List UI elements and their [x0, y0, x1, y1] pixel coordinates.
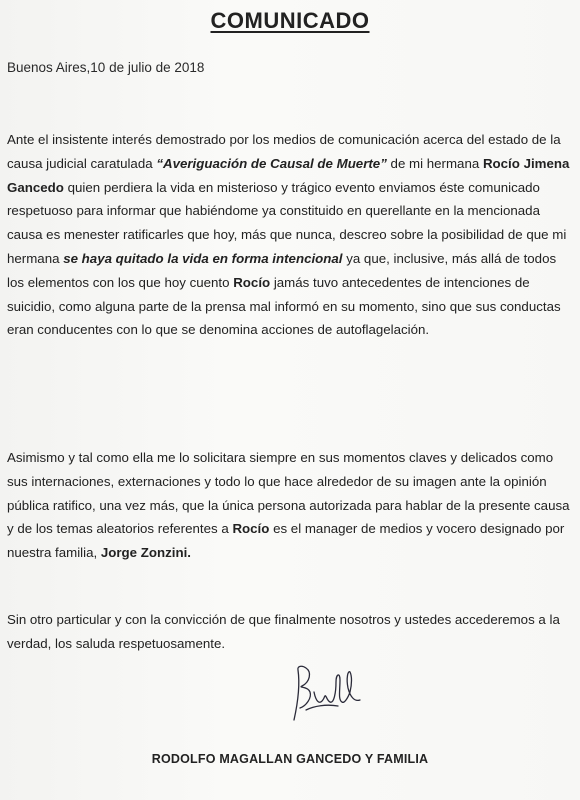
person-name: Rocío Jimena Gancedo — [7, 155, 570, 195]
emphasis-text: se haya quitado la vida en forma intencional — [63, 250, 343, 266]
signer-name: RODOLFO MAGALLAN GANCEDO Y FAMILIA — [151, 752, 429, 766]
paragraph-2-text-a: Asimismo y tal como ella me lo solicitara siempre en sus momentos claves y delicados como sus internaciones, externaciones y todo lo que hace alrededor de su imagen ante la opinión pública ratifico, una vez más, que la única persona autorizada para hablar de la presente causa y de los temas aleatorios referentes a — [7, 450, 570, 537]
paragraph-3 — [7, 608, 573, 656]
document-title: COMUNICADO — [210, 8, 370, 33]
paragraph-1-text-e: jamás tuvo antecedentes de intenciones de suicidio, como alguna parte de la prensa mal informó en su momento, sino que sus conductas eran conducentes con lo que se denomina acciones de autoflagelación. — [7, 274, 561, 338]
handwritten-signature — [280, 662, 380, 724]
closing-text: Sin otro particular y con la convicción de que finalmente nosotros y ustedes accederemos a la verdad, los saluda respetuosamente. — [7, 612, 560, 651]
case-name: “Averiguación de Causal de Muerte” — [156, 155, 387, 171]
paragraph-1-text-c: quien perdiera la vida en misterioso y trágico evento enviamos éste comunicado respetuoso para informar que habiéndome ya constituido en querellante en la mencionada causa es menester ratificarles que hoy, más que nunca, descreo sobre la posibilidad de que mi hermana — [7, 179, 567, 266]
person-first-name: Rocío — [233, 274, 271, 290]
spokesperson-name: Jorge Zonzini. — [100, 545, 191, 561]
paragraph-1-text-d: ya que, inclusive, más allá de todos los elementos con los que hoy cuento — [7, 250, 557, 290]
paragraph-2 — [7, 446, 573, 565]
paragraph-1-text-a: Ante el insistente interés demostrado por los medios de comunicación acerca del estado de la causa judicial caratulada — [7, 132, 561, 171]
paragraph-2-text-b: es el manager de medios y vocero designado por nuestra familia, — [7, 521, 565, 561]
paragraph-1-text-b: de mi hermana — [386, 155, 483, 171]
dateline: Buenos Aires,10 de julio de 2018 — [7, 60, 205, 75]
person-first-name-2: Rocío — [232, 521, 270, 537]
paragraph-1 — [7, 128, 573, 342]
